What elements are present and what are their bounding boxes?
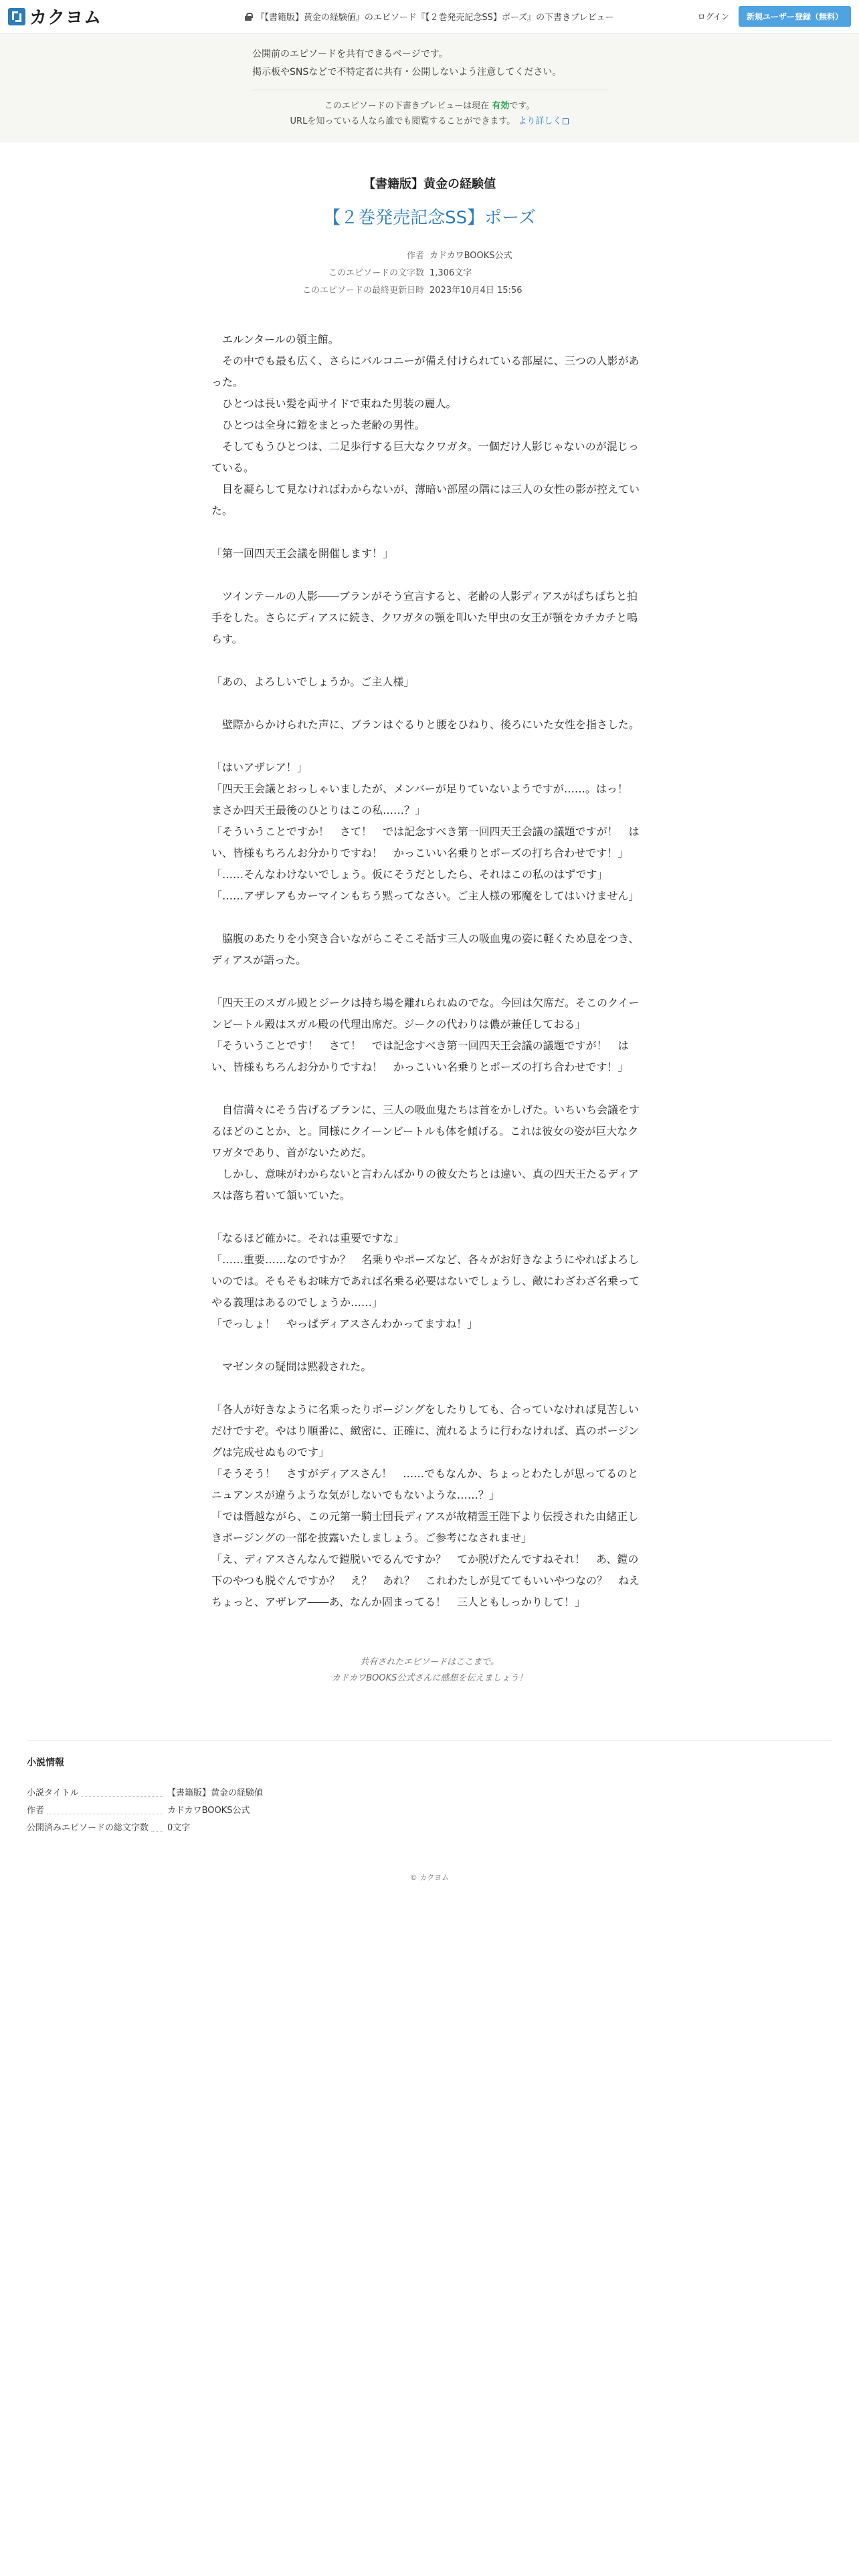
- body-paragraph: マゼンタの疑問は黙殺された。: [211, 1360, 372, 1373]
- body-paragraph: そしてもうひとつは、二足歩行する巨大なクワガタ。一個だけ人影じゃないのが混じっている。: [211, 440, 639, 474]
- body-paragraph: 「四天王のスガル殿とジークは持ち場を離れられぬのでな。今回は欠席だ。そこのクイーンビートル殿はスガル殿の代理出席だ。ジークの代わりは儂が兼任しておる」: [211, 996, 640, 1031]
- lock-icon: [245, 13, 252, 21]
- body-paragraph: 「なるほど確かに。それは重要ですな」: [211, 1232, 405, 1245]
- episode-title: 【２巻発売記念SS】ポーズ: [323, 208, 536, 228]
- body-paragraph: ツインテールの人影――ブランがそう宣言すると、老齢の人影ディアスがぱちぱちと拍手をした。さらにディアスに続き、クワガタの顎を叩いた甲虫の女王が顎をカチカチと鳴らす。: [211, 590, 638, 645]
- preview-notice: [0, 33, 859, 142]
- end-note: [0, 1654, 859, 1687]
- info-label: 作者: [27, 1806, 45, 1816]
- site-footer: [0, 1872, 859, 1883]
- body-paragraph: 「四天王会議とおっしゃいましたが、メンバーが足りていないようですが……。はっ！ まさか四天王最後のひとりはこの私……？」: [211, 782, 639, 817]
- body-paragraph: [211, 693, 648, 714]
- status-badge: 有効: [492, 101, 510, 111]
- novel-info: [27, 1740, 832, 1837]
- meta-row-updated: [296, 282, 563, 300]
- episode-meta: [296, 247, 563, 300]
- info-row-title: [27, 1785, 832, 1802]
- body-paragraph: 目を凝らして見なければわからないが、薄暗い部屋の隅には三人の女性の影が控えていた。: [211, 483, 640, 517]
- body-paragraph: エルンタールの領主館。: [211, 333, 339, 346]
- notice-line-1: 公開前のエピソードを共有できるページです。: [252, 49, 448, 60]
- body-paragraph: 「……そんなわけないでしょう。仮にそうだとしたら、それはこの私のはずです」: [211, 868, 608, 881]
- body-paragraph: [211, 1078, 648, 1099]
- status-suffix: です。: [509, 101, 535, 111]
- external-link-icon: [563, 118, 569, 124]
- body-paragraph: [211, 564, 648, 586]
- total-chars-value: 0文字: [167, 1823, 191, 1833]
- info-row-author: [27, 1802, 832, 1820]
- body-paragraph: 「そうそう！ さすがディアスさん！ ……でもなんか、ちょっとわたしが思ってるのとニュアンスが違うような気がしないでもないような……？」: [211, 1467, 639, 1501]
- share-text: URLを知っている人なら誰でも閲覧することができます。: [290, 116, 516, 126]
- header-actions: [698, 6, 851, 27]
- notice-line-2: 掲示板やSNSなどで不特定者に共有・公開しないよう注意してください。: [252, 67, 562, 78]
- info-label: 小説タイトル: [27, 1788, 79, 1798]
- body-paragraph: 壁際からかけられた声に、ブランはぐるりと腰をひねり、後ろにいた女性を指さした。: [211, 718, 640, 731]
- logo-text: カクヨム: [29, 8, 102, 28]
- body-paragraph: [211, 522, 648, 543]
- body-paragraph: [211, 1378, 648, 1399]
- novel-author-value[interactable]: カドカワBOOKS公式: [167, 1806, 250, 1816]
- body-paragraph: 「第一回四天王会議を開催します！」: [211, 547, 394, 560]
- work-title[interactable]: 【書籍版】黄金の経験値: [363, 177, 496, 191]
- more-info-label: より詳しく: [518, 116, 562, 126]
- body-paragraph: 「では僭越ながら、この元第一騎士団長ディアスが故精霊王陛下より伝授された由緒正しきポージングの一部を披露いたしましょう。ご参考になされませ」: [211, 1510, 639, 1544]
- meta-label: このエピソードの最終更新日時: [302, 286, 424, 296]
- body-paragraph: その中でも最も広く、さらにバルコニーが備え付けられている部屋に、三つの人影があった。: [211, 354, 640, 389]
- body-paragraph: [211, 971, 648, 992]
- novel-title-value[interactable]: 【書籍版】黄金の経験値: [167, 1788, 264, 1798]
- char-count: 1,306文字: [430, 268, 472, 278]
- episode-main: [0, 175, 859, 1687]
- body-paragraph: 「はいアザレア！」: [211, 761, 308, 774]
- body-paragraph: しかし、意味がわからないと言わんばかりの彼女たちとは違い、真の四天王たるディアスは落ち着いて頷いていた。: [211, 1168, 639, 1202]
- status-prefix: このエピソードの下書きプレビューは現在: [324, 101, 490, 111]
- body-paragraph: 「でっしょ！ やっぱディアスさんわかってますね！」: [211, 1317, 478, 1330]
- body-paragraph: [211, 907, 648, 928]
- share-info: [252, 114, 607, 129]
- body-paragraph: 「あの、よろしいでしょうか。ご主人様」: [211, 675, 415, 688]
- copyright: © カクヨム: [409, 1873, 450, 1882]
- body-paragraph: 「……アザレアもカーマインもちう黙ってなさい。ご主人様の邪魔をしてはいけません」: [211, 889, 640, 902]
- meta-label: 作者: [406, 251, 424, 261]
- body-paragraph: 「……重要……なのですか？ 名乗りやポーズなど、各々がお好きなようにやればよろしいのでは。そもそもお味方であれば名乗る必要はないでしょうし、敵にわざわざ名乗ってやる義理はあるのでしょうか……」: [211, 1253, 640, 1309]
- info-label: 公開済みエピソードの総文字数: [27, 1823, 149, 1833]
- kakuyomu-logo-icon: [8, 8, 25, 25]
- body-paragraph: 「そういうことですか！ さて！ では記念すべき第一回四天王会議の議題ですが！ はい、皆様もちろんお分かりですね！ かっこいい名乗りとポーズの打ち合わせです！」: [211, 825, 640, 859]
- body-paragraph: [211, 1335, 648, 1356]
- info-row-total-chars: [27, 1820, 832, 1837]
- end-note-line-1: 共有されたエピソードはここまで。: [360, 1657, 499, 1667]
- body-paragraph: ひとつは長い髪を両サイドで束ねた男装の麗人。: [211, 397, 457, 410]
- meta-row-char-count: [296, 265, 563, 282]
- site-header: [0, 0, 859, 33]
- preview-status: [252, 98, 607, 114]
- meta-row-author: [296, 247, 563, 265]
- episode-body: [211, 329, 648, 1613]
- body-paragraph: 自信満々にそう告げるブランに、三人の吸血鬼たちは首をかしげた。いちいち会議をするほどのことか、と。同様にクイーンビートルも体を傾げる。これは彼女の姿が巨大なクワガタであり、首がないためだ。: [211, 1103, 640, 1159]
- body-paragraph: 「そういうことです！ さて！ では記念すべき第一回四天王会議の議題ですが！ はい、皆様もちろんお分かりですね！ かっこいい名乗りとポーズの打ち合わせです！」: [211, 1039, 629, 1073]
- body-paragraph: 「各人が好きなように名乗ったりポージングをしたりしても、合っていなければ見苦しいだけですぞ。やはり順番に、緻密に、正確に、流れるように行わなければ、真のポージングは完成せぬものです」: [211, 1403, 639, 1459]
- login-link[interactable]: ログイン: [697, 12, 729, 21]
- body-paragraph: 脇腹のあたりを小突き合いながらこそこそ話す三人の吸血鬼の姿に軽くため息をつき、ディアスが語った。: [211, 932, 640, 966]
- body-paragraph: ひとつは全身に鎧をまとった老齢の男性。: [211, 419, 425, 431]
- body-paragraph: [211, 736, 648, 757]
- author-name[interactable]: カドカワBOOKS公式: [430, 251, 512, 261]
- body-paragraph: [211, 1206, 648, 1228]
- site-logo[interactable]: [8, 4, 102, 29]
- updated-date: 2023年10月4日 15:56: [430, 286, 522, 296]
- preview-title: 『【書籍版】黄金の経験値』のエピソード『【２巻発売記念SS】ポーズ』の下書きプレビュー: [256, 13, 614, 23]
- meta-label: このエピソードの文字数: [328, 268, 424, 278]
- signup-button[interactable]: 新規ユーザー登録（無料）: [739, 6, 851, 27]
- body-paragraph: [211, 650, 648, 671]
- novel-info-heading: 小説情報: [27, 1757, 64, 1768]
- end-note-line-2: カドカワBOOKS公式さんに感想を伝えましょう！: [331, 1673, 528, 1683]
- body-paragraph: 「え、ディアスさんなんで鎧脱いでるんですか？ てか脱げたんですねそれ！ あ、鎧の下のやつも脱ぐんですか？ え？ あれ？ これわたしが見ててもいいやつなの？ ねえちょっと、アザレア――あ、なんか固まってる！ 三人ともしっかりして！」: [211, 1553, 640, 1608]
- more-info-link[interactable]: [518, 116, 569, 126]
